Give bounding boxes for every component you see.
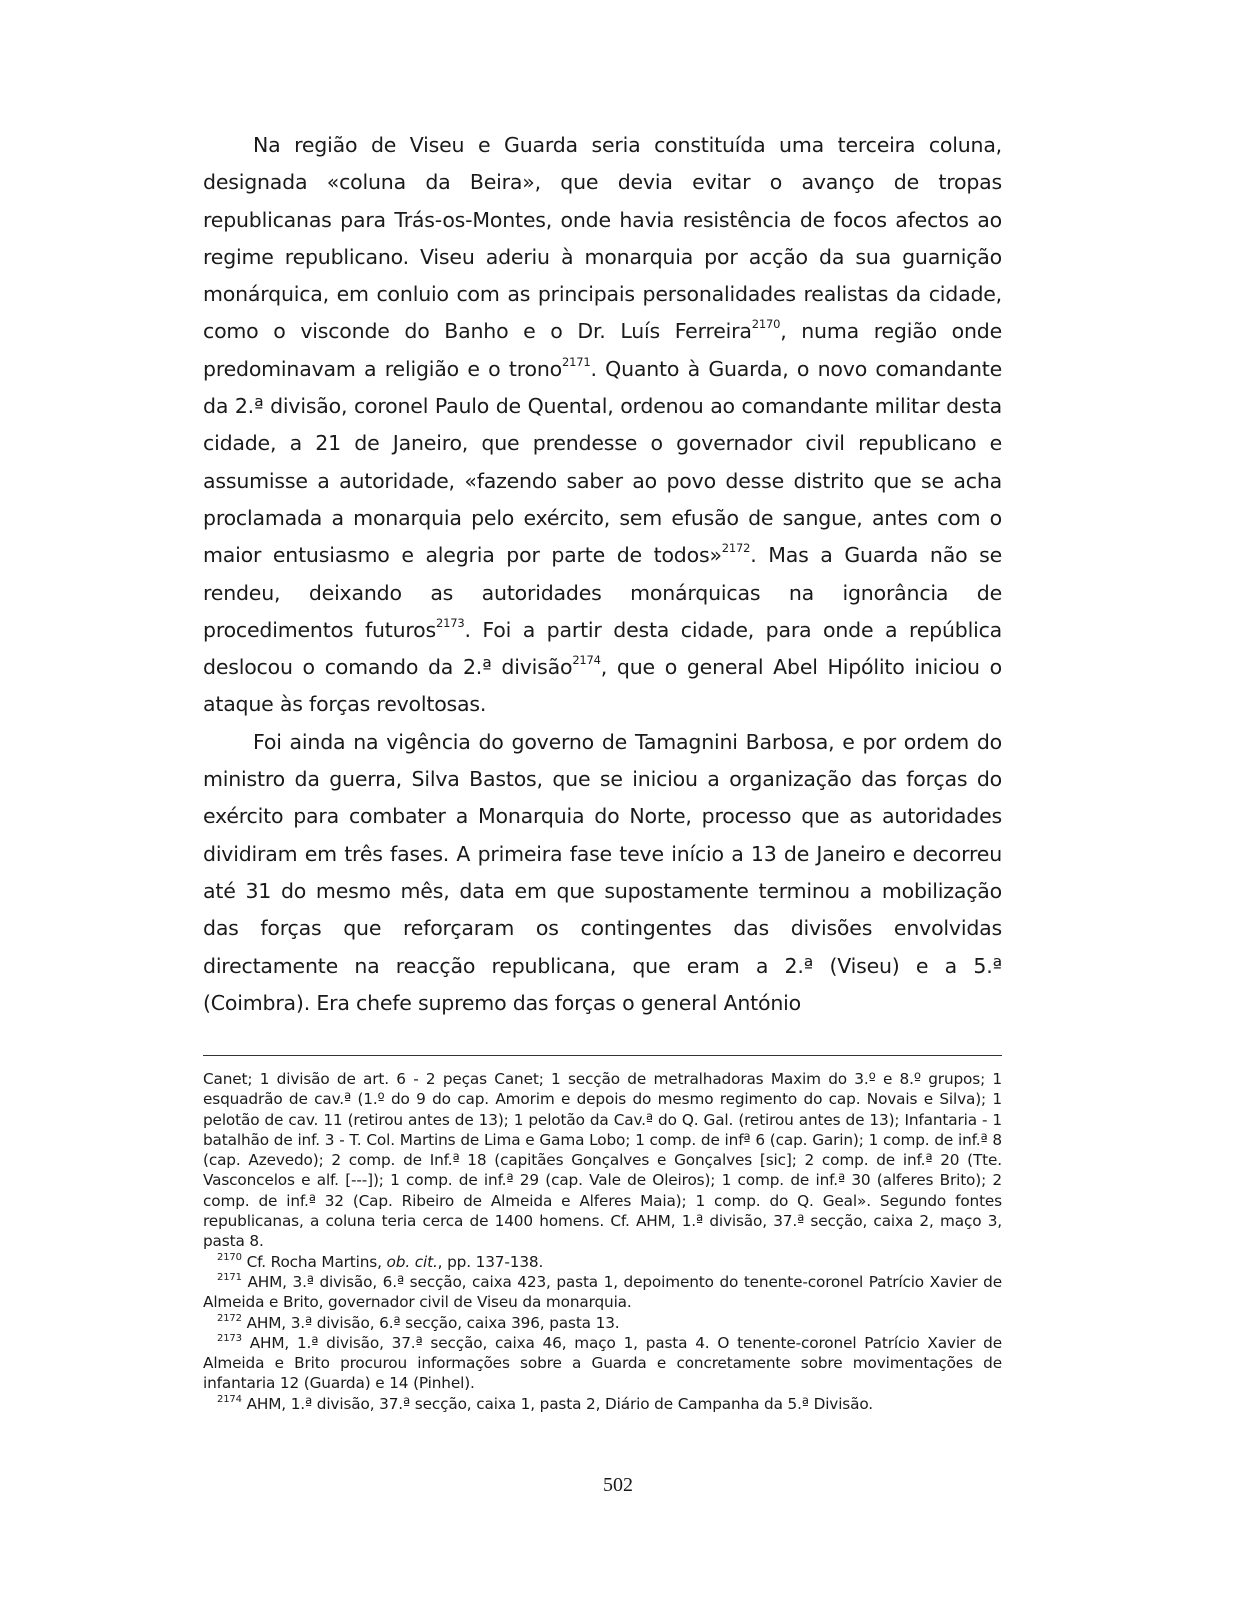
footnote-text: , pp. 137-138. bbox=[437, 1252, 544, 1271]
footnote-number: 2171 bbox=[217, 1271, 242, 1283]
page-number: 502 bbox=[603, 1474, 633, 1496]
footnote-continuation: Canet; 1 divisão de art. 6 - 2 peças Canet; 1 secção de metralhadoras Maxim do 3.º e 8.º grupos; 1 esquadrão de cav.ª (1.º do 9 do cap. Amorim e depois do mesmo regimento do cap. Novais e Silva); 1 pelotão de cav. 11 (retirou antes de 13); 1 pelotão da Cav.ª do Q. Gal. (retirou antes de 13); Infantaria - 1 batalhão de inf. 3 - T. Col. Martins de Lima e Gama Lobo; 1 comp. de infª 6 (cap. Garin); 1 comp. de inf.ª 8 (cap. Azevedo); 2 comp. de Inf.ª 18 (capitães Gonçalves e Gonçalves [sic]; 2 comp. de inf.ª 20 (Tte. Vasconcelos e alf. [---]); 1 comp. de inf.ª 29 (cap. Vale de Oleiros); 1 comp. de inf.ª 30 (alferes Brito); 2 comp. de inf.ª 32 (Cap. Ribeiro de Almeida e Alferes Maia); 1 comp. do Q. Geal». Segundo fontes republicanas, a coluna teria cerca de 1400 homens. Cf. AHM, 1.ª divisão, 37.ª secção, caixa 2, maço 3, pasta 8. bbox=[203, 1070, 1002, 1251]
text-run: . Foi a partir desta cidade, para onde a república deslocou o comando da 2.ª divisão bbox=[203, 617, 1002, 680]
footnote-text: AHM, 1.ª divisão, 37.ª secção, caixa 46, maço 1, pasta 4. O tenente-coronel Patrício Xavier de Almeida e Brito procurou informações sobre a Guarda e concretamente sobre movimentações de infantaria 12 (Guarda) e 14 (Pinhel). bbox=[203, 1333, 1002, 1393]
footnote-2170 bbox=[203, 1252, 1002, 1272]
footnote-number: 2170 bbox=[217, 1251, 242, 1263]
footnote-2172 bbox=[203, 1313, 1002, 1333]
footnote-text: AHM, 3.ª divisão, 6.ª secção, caixa 396, pasta 13. bbox=[241, 1313, 620, 1332]
footnote-number: 2173 bbox=[217, 1332, 242, 1344]
footnote-text: AHM, 3.ª divisão, 6.ª secção, caixa 423, pasta 1, depoimento do tenente-coronel Patrício Xavier de Almeida e Brito, governador civil de Viseu da monarquia. bbox=[203, 1272, 1002, 1312]
footnote-separator bbox=[203, 1055, 1002, 1056]
footnote-ref-2172[interactable]: 2172 bbox=[721, 541, 751, 556]
paragraph bbox=[203, 724, 1002, 1022]
text-run: Foi ainda na vigência do governo de Tamagnini Barbosa, e por ordem do ministro da guerra, Silva Bastos, que se iniciou a organização das forças do exército para combater a Monarquia do Norte, processo que as autoridades dividiram em três fases. A primeira fase teve início a 13 de Janeiro e decorreu até 31 do mesmo mês, data em que supostamente terminou a mobilização das forças que reforçaram os contingentes das divisões envolvidas directamente na reacção republicana, que eram a 2.ª (Viseu) e a 5.ª (Coimbra). Era chefe supremo das forças o general António bbox=[203, 729, 1002, 1015]
footnote-ref-2171[interactable]: 2171 bbox=[561, 355, 591, 370]
text-run: , que o general Abel Hipólito iniciou o ataque às forças revoltosas. bbox=[203, 655, 1002, 717]
text-run: Na região de Viseu e Guarda seria constituída uma terceira coluna, designada «coluna da Beira», que devia evitar o avanço de tropas republicanas para Trás-os-Montes, onde havia resistência de focos afectos ao regime republicano. Viseu aderiu à monarquia por acção da sua guarnição monárquica, em conluio com as principais personalidades realistas da cidade, como o visconde do Banho e o Dr. Luís Ferreira bbox=[203, 133, 1002, 344]
footnote-2173 bbox=[203, 1333, 1002, 1394]
footnote-2174 bbox=[203, 1394, 1002, 1414]
body-text bbox=[203, 127, 1002, 1022]
text-run: . Mas a Guarda não se rendeu, deixando as autoridades monárquicas na ignorância de procedimentos futuros bbox=[203, 543, 1002, 642]
footnote-2171 bbox=[203, 1272, 1002, 1313]
footnote-italic: ob. cit. bbox=[386, 1252, 438, 1271]
footnote-ref-2174[interactable]: 2174 bbox=[572, 653, 601, 668]
text-run: , numa região onde predominavam a religião e o trono bbox=[203, 319, 1003, 381]
footnote-number: 2174 bbox=[217, 1393, 242, 1405]
footnotes bbox=[203, 1069, 1002, 1414]
footnote-number: 2172 bbox=[217, 1312, 242, 1324]
paragraph bbox=[203, 127, 1002, 724]
text-run: . Quanto à Guarda, o novo comandante da 2.ª divisão, coronel Paulo de Quental, ordenou ao comandante militar desta cidade, a 21 de Janeiro, que prendesse o governador civil republicano e assumisse a autoridade, «fazendo saber ao povo desse distrito que se acha proclamada a monarquia pelo exército, sem efusão de sangue, antes com o maior entusiasmo e alegria por parte de todos» bbox=[203, 356, 1002, 568]
footnote-text: Cf. Rocha Martins, bbox=[241, 1252, 387, 1271]
footnote-text: AHM, 1.ª divisão, 37.ª secção, caixa 1, pasta 2, Diário de Campanha da 5.ª Divisão. bbox=[241, 1394, 873, 1413]
footnote-ref-2173[interactable]: 2173 bbox=[436, 616, 465, 631]
footnote-ref-2170[interactable]: 2170 bbox=[751, 317, 781, 332]
